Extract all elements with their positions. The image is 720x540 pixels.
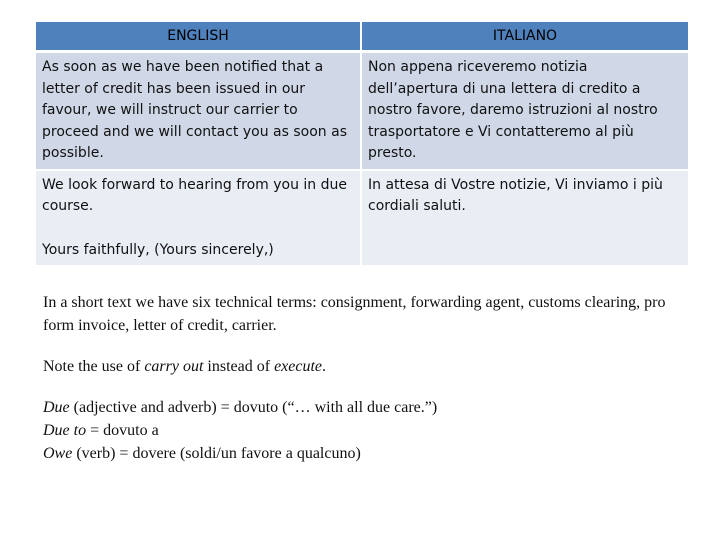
term-carry-out: carry out — [144, 358, 204, 375]
italiano-text: In attesa di Vostre notizie, Vi inviamo i più cordiali saluti. — [368, 176, 663, 214]
notes-section — [43, 291, 683, 465]
table-row — [36, 52, 688, 170]
term-due-to: Due to — [43, 422, 87, 439]
usage-note-middle: instead of — [203, 358, 275, 375]
cell-english — [36, 52, 361, 170]
usage-note-prefix: Note the use of — [43, 358, 145, 375]
header-english: ENGLISH — [36, 22, 361, 52]
definition-due-to — [43, 419, 683, 442]
due-to-definition: = dovuto a — [86, 422, 159, 439]
table-row — [36, 170, 688, 267]
cell-italiano — [361, 170, 688, 267]
cell-english — [36, 170, 361, 267]
due-definition: (adjective and adverb) = dovuto (“… with all due care.”) — [69, 399, 438, 416]
term-owe: Owe — [43, 445, 73, 462]
english-text: We look forward to hearing from you in due course. — [42, 176, 348, 214]
definition-due — [43, 396, 683, 419]
cell-italiano — [361, 52, 688, 170]
owe-definition: (verb) = dovere (soldi/un favore a qualcuno) — [72, 445, 361, 462]
usage-note — [43, 355, 683, 378]
english-text: As soon as we have been notified that a letter of credit has been issued in our favour, we will instruct our carrier to proceed and we will contact you as soon as possible. — [42, 59, 347, 161]
term-execute: execute — [274, 358, 323, 375]
paragraph-gap — [42, 218, 354, 240]
table-header-row — [36, 22, 688, 52]
translation-table — [36, 22, 688, 267]
usage-note-suffix: . — [322, 358, 327, 375]
english-closing: Yours faithfully, (Yours sincerely,) — [42, 241, 274, 258]
header-italiano: ITALIANO — [361, 22, 688, 52]
italiano-text: Non appena riceveremo notizia dell’apertura di una lettera di credito a nostro favore, daremo istruzioni al nostro trasportatore e Vi contatteremo al più presto. — [368, 59, 658, 161]
term-due: Due — [43, 399, 70, 416]
definition-owe — [43, 442, 683, 465]
technical-terms-note: In a short text we have six technical terms: consignment, forwarding agent, customs clearing, pro form invoice, letter of credit, carrier. — [43, 294, 666, 334]
